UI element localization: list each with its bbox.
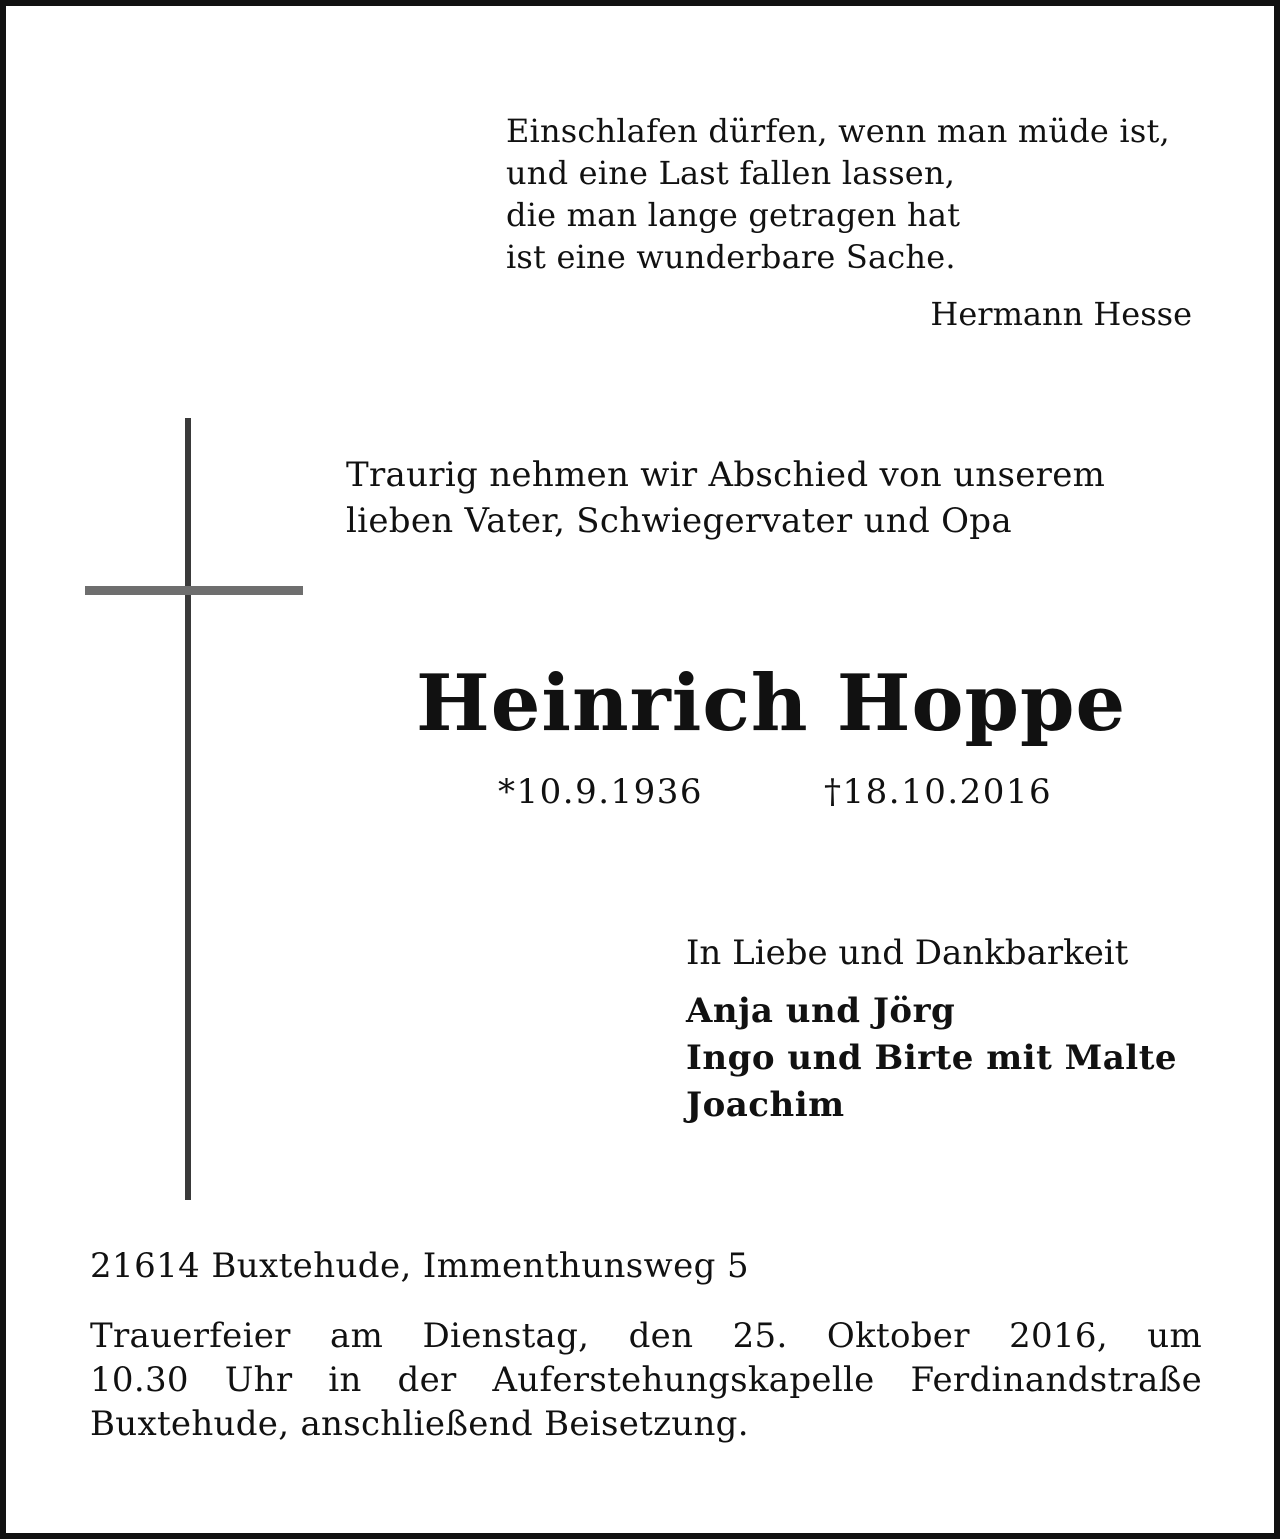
signers-list [686,988,1177,1129]
closing-phrase: In Liebe und Dankbarkeit [686,933,1129,973]
quote-line: und eine Last fallen lassen, [506,154,956,192]
signer-name: Joachim [686,1085,845,1125]
cross-icon-vertical-bar [185,418,191,1200]
intro-line: Traurig nehmen wir Abschied von unserem [346,455,1106,495]
quote-author: Hermann Hesse [930,295,1192,333]
ceremony-line: Buxtehude, anschließend Beisetzung. [90,1404,749,1444]
quote-line: Einschlafen dürfen, wenn man müde ist, [506,112,1170,150]
signer-name: Ingo und Birte mit Malte [686,1038,1178,1078]
quote-line: die man lange getragen hat [506,196,961,234]
address: 21614 Buxtehude, Immenthunsweg 5 [90,1246,750,1286]
quote-line: ist eine wunderbare Sache. [506,238,956,276]
intro-line: lieben Vater, Schwiegervater und Opa [346,501,1012,541]
ceremony-line: Trauerfeier am Dienstag, den 25. Oktober 2016, um [90,1316,1202,1356]
ceremony-notice [90,1314,1202,1446]
death-date: †18.10.2016 [824,772,1053,812]
deceased-name: Heinrich Hoppe [416,658,1127,749]
cross-icon-horizontal-bar [85,586,303,595]
quote-block [506,110,1226,278]
intro-text [346,452,1226,544]
birth-date: *10.9.1936 [498,772,704,812]
ceremony-line: 10.30 Uhr in der Auferstehungskapelle Ferdinandstraße [90,1360,1202,1400]
signer-name: Anja und Jörg [686,991,956,1031]
